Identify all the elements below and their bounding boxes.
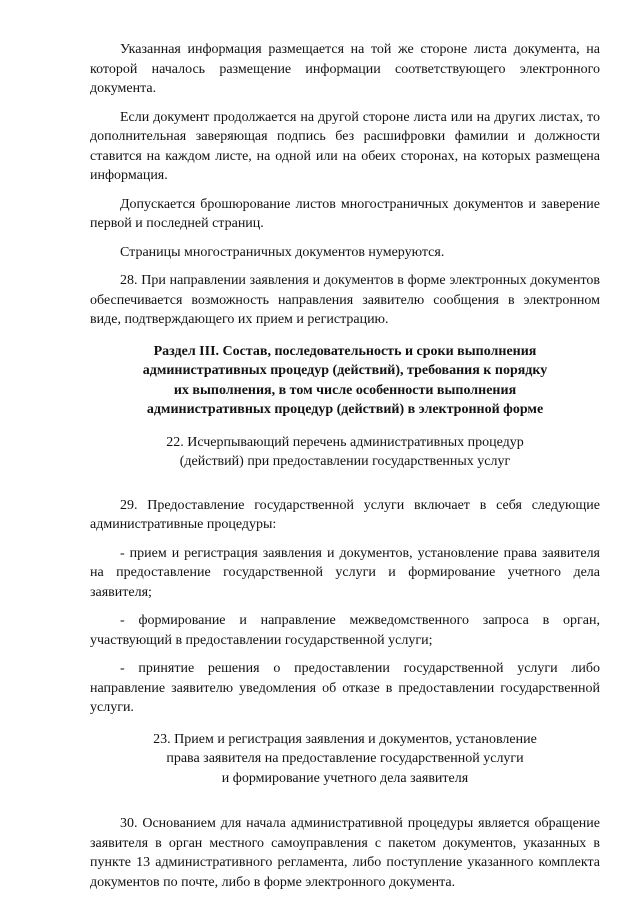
subsection-heading-line: 23. Прием и регистрация заявления и документов, установление xyxy=(153,731,537,747)
section-heading-line: Раздел III. Состав, последовательность и сроки выполнения xyxy=(153,343,537,359)
section-heading-line: административных процедур (действий), требования к порядку xyxy=(142,363,548,378)
paragraph-28: 28. При направлении заявления и документов в форме электронных документов обеспечивается возможность направления заявителю сообщения в электронном виде, подтверждающего их прием и регистрацию. xyxy=(90,273,600,327)
paragraph-29: 29. Предоставление государственной услуги включает в себя следующие административные процедуры: xyxy=(90,497,600,532)
paragraph-30: 30. Основанием для начала административной процедуры является обращение заявителя в орган местного самоуправления с пакетом документов, указанных в пункте 13 административного регламента, либо поступление указанного комплекта документов по почте, либо в форме электронного документа. xyxy=(90,816,600,890)
subsection-23-heading xyxy=(90,730,600,789)
paragraph-info-placement: Указанная информация размещается на той же стороне листа документа, на которой началось размещение информации соответствующего электронного документа. xyxy=(90,42,600,96)
list-item-interagency-request: - формирование и направление межведомственного запроса в орган, участвующий в предоставлении государственной услуги; xyxy=(90,613,600,648)
subsection-heading-line: и формирование учетного дела заявителя xyxy=(221,770,469,786)
subsection-heading-line: (действий) при предоставлении государственных услуг xyxy=(179,454,511,469)
list-item-reception: - прием и регистрация заявления и документов, установление права заявителя на предоставление государственной услуги и формирование учетного дела заявителя; xyxy=(90,545,600,600)
section-heading-line: их выполнения, в том числе особенности выполнения xyxy=(173,382,517,398)
subsection-heading-line: 22. Исчерпывающий перечень административных процедур xyxy=(166,434,524,450)
paragraph-binding: Допускается брошюрование листов многостраничных документов и заверение первой и последней страниц. xyxy=(90,196,600,231)
list-item-decision: - принятие решения о предоставлении государственной услуги либо направление заявителю уведомления об отказе в предоставлении государственной услуги. xyxy=(90,661,600,715)
section-3-heading xyxy=(90,342,600,420)
paragraph-page-numbering: Страницы многостраничных документов нумеруются. xyxy=(120,244,445,260)
document-page xyxy=(90,40,600,901)
section-heading-line: административных процедур (действий) в электронной форме xyxy=(146,402,544,417)
subsection-heading-line: права заявителя на предоставление государственной услуги xyxy=(166,751,524,766)
subsection-22-heading xyxy=(90,433,600,472)
paragraph-signature-continuation: Если документ продолжается на другой стороне листа или на других листах, то дополнительная заверяющая подпись без расшифровки фамилии и должности ставится на каждом листе, на одной или на обеих сторонах, на которых размещена информация. xyxy=(90,109,600,183)
